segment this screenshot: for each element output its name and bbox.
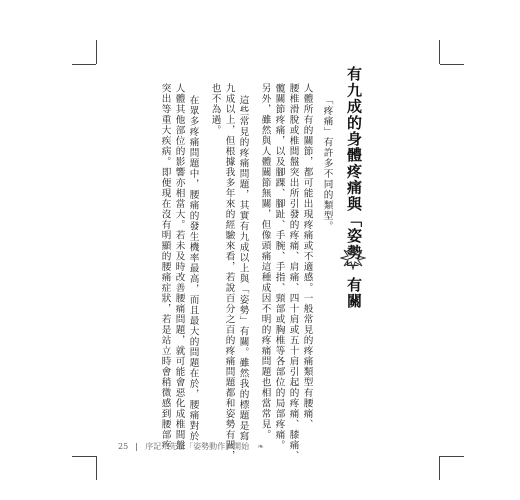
chapter-heading: 有九成的身體疼痛與「姿勢」有關 [345, 66, 363, 309]
paragraph-line: 人體所有的關節，都可能出現疼痛或不適感。一般常見的疼痛類型有腰痛、 [301, 83, 313, 430]
paragraph-line: 人體其他部位的影響亦相當大。若未及時改善腰痛問題，就可能會惡化成椎間盤 [173, 83, 185, 451]
paragraph-line: 另外，雖然與人體關節無關，但像頭痛這種成因不明的疼痛問題也相當常見。 [259, 83, 271, 440]
paragraph-line: 「疼痛」有許多不同的類型。 [321, 95, 333, 232]
crop-mark-bottom-left-h [72, 456, 96, 457]
crop-mark-top-left-v [96, 40, 97, 64]
footer-divider [136, 443, 137, 451]
crop-mark-top-left-h [72, 64, 96, 65]
running-footer-text: 序記｜先看「姿勢動作」開始 [145, 442, 250, 451]
starburst-icon [340, 246, 366, 270]
crop-mark-bottom-right-v [439, 456, 440, 480]
paragraph-line: 這些常見的疼痛問題，其實有九成以上與「姿勢」有關。雖然我的標題是寫 [237, 95, 249, 442]
page-footer [118, 441, 264, 452]
crop-mark-top-right-v [439, 40, 440, 64]
leaf-mark-icon: ❧ [257, 442, 264, 451]
paragraph-line: 在眾多疼痛問題中，腰痛的發生機率最高，而且最大的問題在於，腰痛對於 [187, 95, 199, 442]
paragraph-line: 也不為過。 [209, 83, 221, 136]
crop-mark-bottom-left-v [96, 456, 97, 480]
crop-mark-top-right-h [440, 64, 464, 65]
crop-mark-bottom-right-h [440, 456, 464, 457]
paragraph-line: 腰椎滑脫或椎間盤突出所引發的疼痛、肩痛、四十肩或五十肩引起的疼痛、膝痛、 [287, 83, 299, 461]
paragraph-line: 髖關節疼痛，以及腳踝、腳趾、手腕、手指、頸部或胸椎等各部位的局部疼痛。 [273, 83, 285, 451]
paragraph-line: 突出等重大疾病。即便現在沒有明顯的腰痛症狀，若是站立時會稍微感到腰部疼 [159, 83, 171, 451]
paragraph-line: 九成以上，但根據我多年來的經驗來看，若說百分之百的疼痛問題都和姿勢有關， [223, 83, 235, 461]
page-number: 25 [118, 442, 129, 451]
